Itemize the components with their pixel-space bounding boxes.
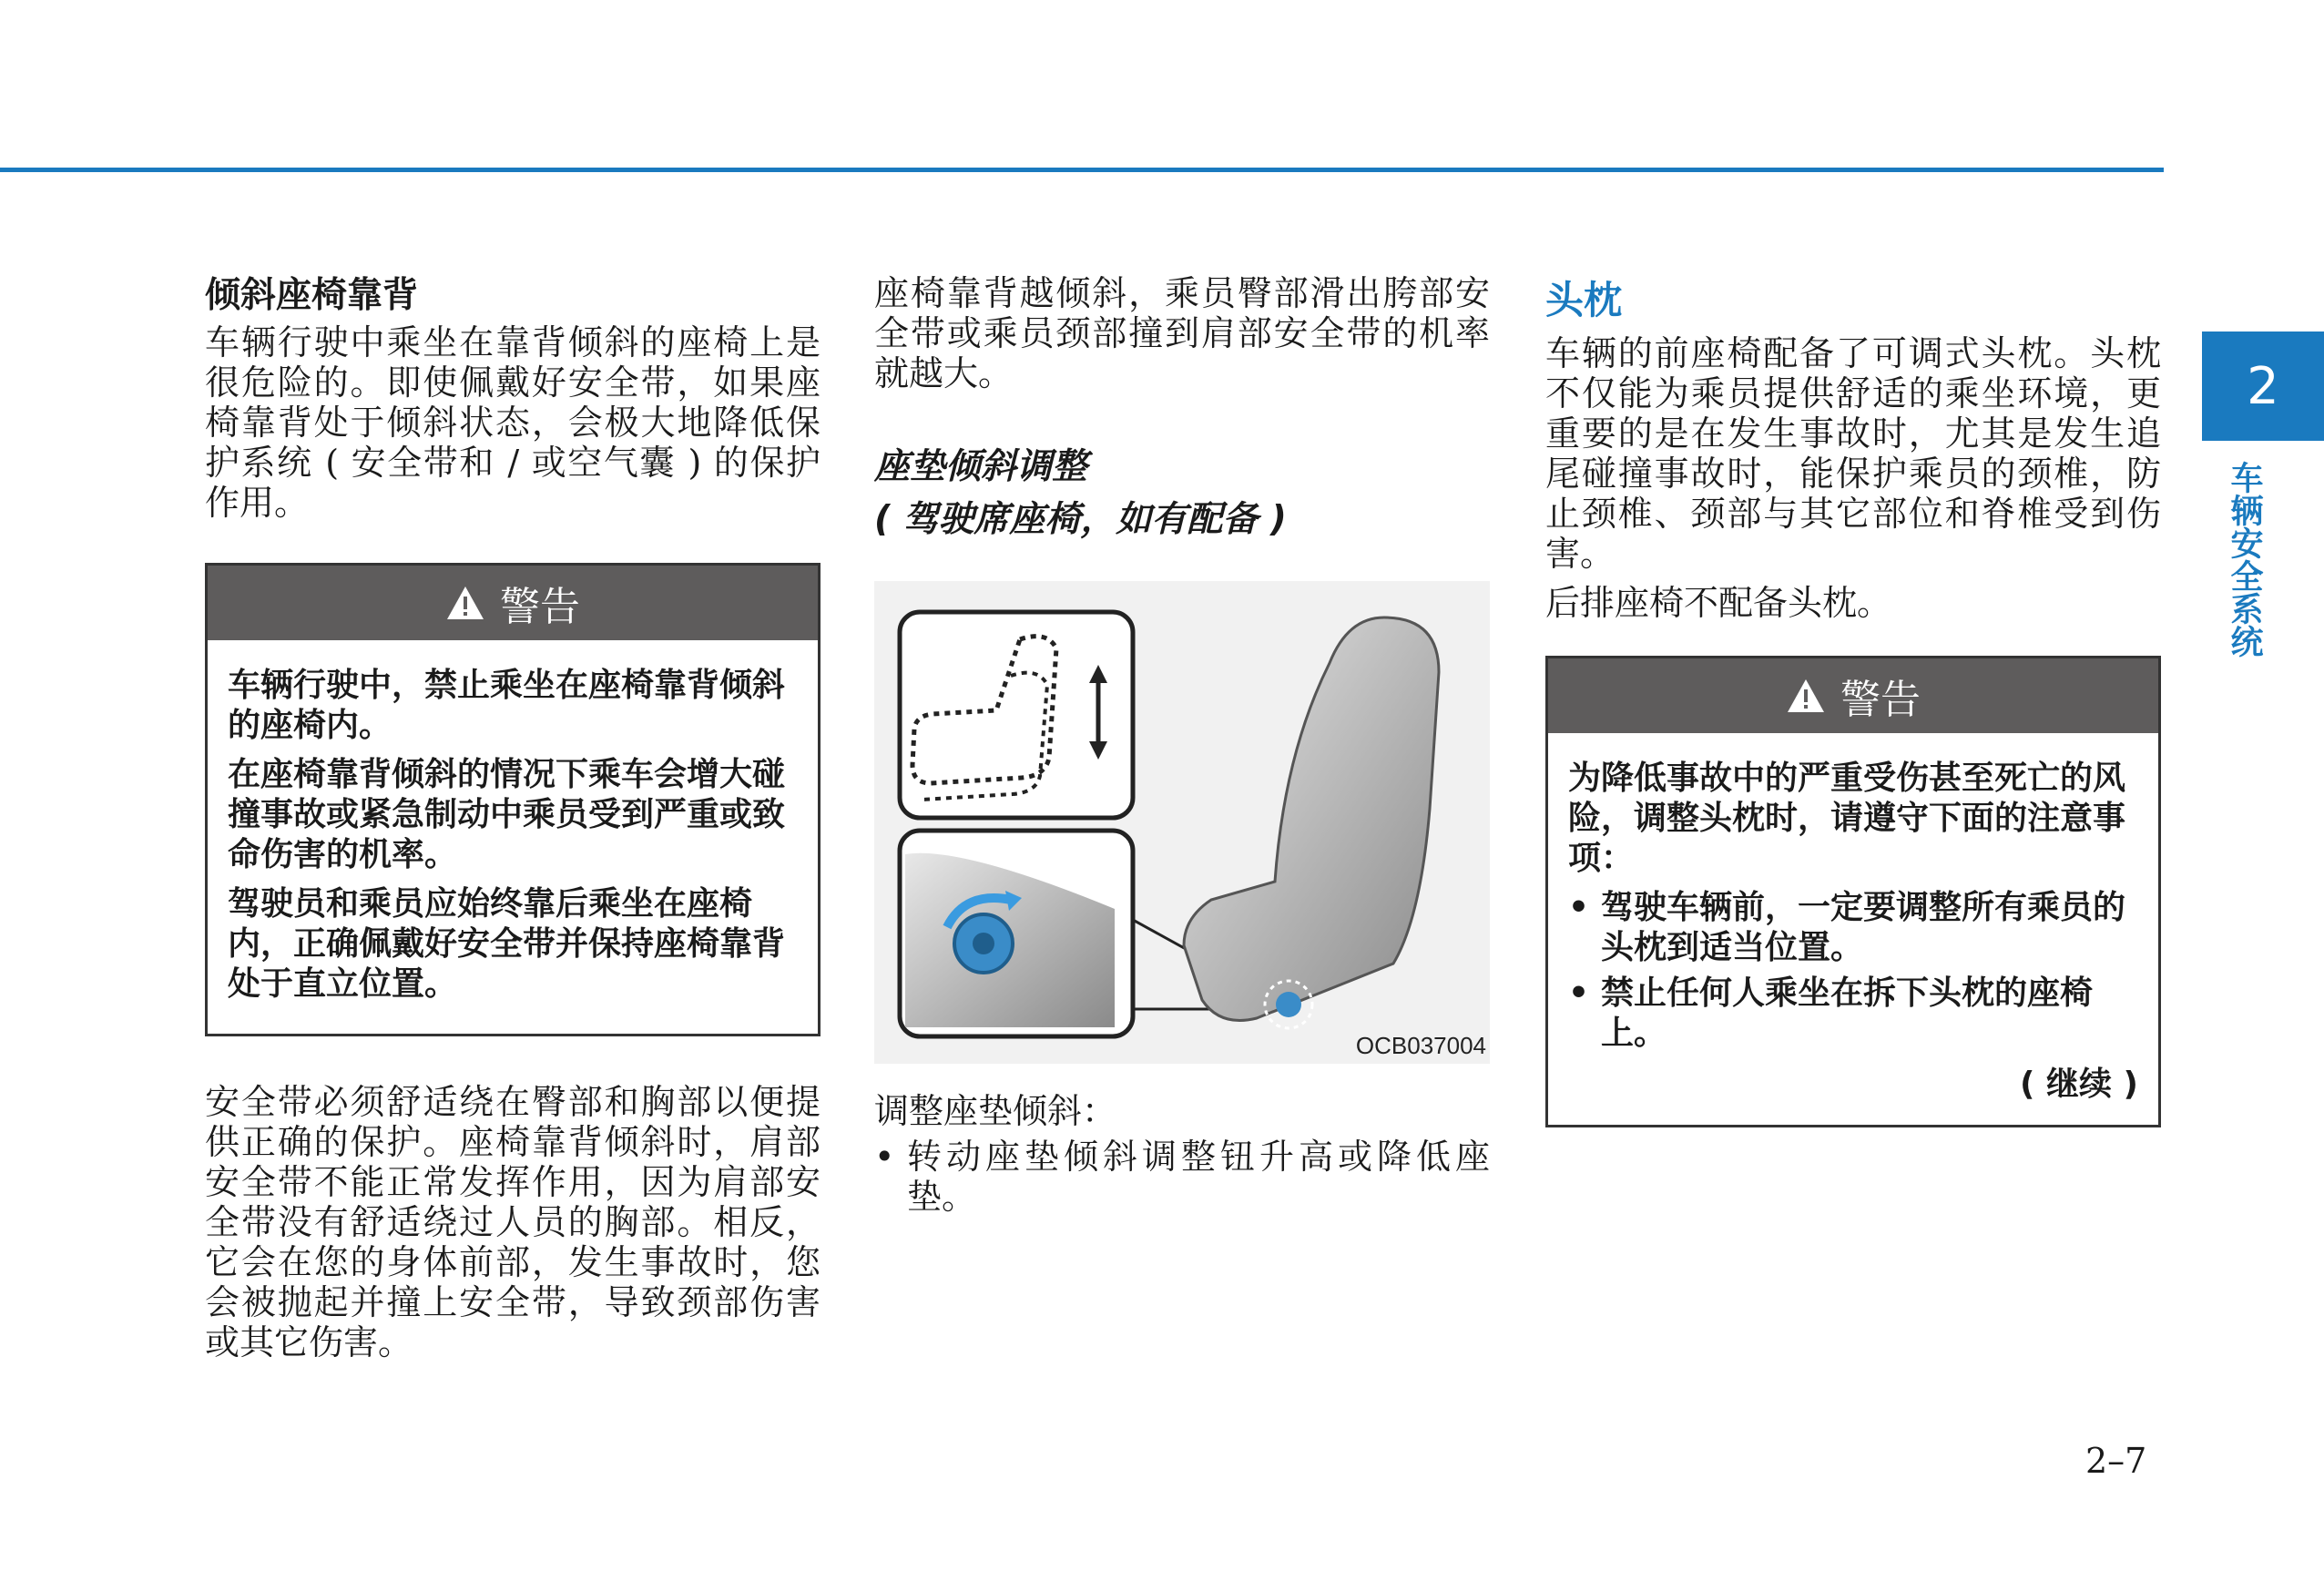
bullet-text: 转动座垫倾斜调整钮升高或降低座垫。 bbox=[907, 1137, 1490, 1217]
header-rule bbox=[0, 168, 2164, 172]
warning-title: 警告 bbox=[500, 584, 580, 630]
cushion-tilt-subheading: ( 驾驶席座椅，如有配备 ) bbox=[874, 499, 1287, 540]
list-item bbox=[1568, 974, 2138, 1054]
section-heading-headrest: 头枕 bbox=[1545, 278, 1623, 322]
recline-intro: 车辆行驶中乘坐在靠背倾斜的座椅上是很危险的。即使佩戴好安全带，如果座椅靠背处于倾斜状态，会极大地降低保护系统 ( 安全带和 / 或空气囊 ) 的保护作用。 bbox=[205, 322, 821, 523]
cushion-tilt-heading: 座垫倾斜调整 bbox=[874, 446, 1088, 487]
bullet-text: 禁止任何人乘坐在拆下头枕的座椅上。 bbox=[1601, 974, 2094, 1052]
bullet-mark: • bbox=[1568, 889, 1590, 926]
warning-paragraph: 在座椅靠背倾斜的情况下乘车会增大碰撞事故或紧急制动中乘员受到严重或致命伤害的机率。 bbox=[228, 756, 786, 873]
figure-code: OCB037004 bbox=[1355, 1032, 1486, 1059]
continued-label: ( 继续 ) bbox=[2020, 1066, 2138, 1103]
recline-outro: 安全带必须舒适绕在臀部和胸部以便提供正确的保护。座椅靠背倾斜时，肩部安全带不能正常发挥作用，因为肩部安全带没有舒适绕过人员的胸部。相反，它会在您的身体前部，发生事故时，您会被抛起并撞上安全带，导致颈部伤害或其它伤害。 bbox=[205, 1082, 821, 1362]
section-heading-recline: 倾斜座椅靠背 bbox=[205, 275, 419, 316]
chapter-title: 车辆安全系统 bbox=[2226, 461, 2263, 658]
list-item bbox=[1568, 888, 2138, 968]
recline-continued: 座椅靠背越倾斜，乘员臀部滑出胯部安全带或乘员颈部撞到肩部安全带的机率就越大。 bbox=[874, 273, 1490, 393]
column-right bbox=[1545, 273, 2161, 1127]
warning-box-recline bbox=[205, 563, 821, 1036]
warning-body bbox=[208, 640, 818, 1034]
warning-box-headrest bbox=[1545, 656, 2161, 1127]
bullet-mark: • bbox=[874, 1137, 895, 1177]
seat-diagram-icon bbox=[874, 581, 1490, 1064]
list-item bbox=[874, 1137, 1490, 1217]
warning-paragraph: 车辆行驶中，禁止乘坐在座椅靠背倾斜的座椅内。 bbox=[228, 667, 786, 744]
warning-header bbox=[1548, 658, 2158, 733]
page-number: 2–7 bbox=[2085, 1441, 2147, 1481]
column-middle bbox=[874, 273, 1490, 1217]
warning-body bbox=[1548, 733, 2158, 1125]
warning-triangle-icon bbox=[445, 585, 485, 621]
chapter-tab[interactable] bbox=[2202, 332, 2324, 441]
warning-title: 警告 bbox=[1840, 677, 1921, 723]
warning-header bbox=[208, 566, 818, 640]
warning-paragraph: 为降低事故中的严重受伤甚至死亡的风险，调整头枕时，请遵守下面的注意事项： bbox=[1568, 760, 2126, 877]
seat-illustration bbox=[874, 581, 1490, 1064]
warning-triangle-icon bbox=[1786, 678, 1826, 714]
headrest-intro: 车辆的前座椅配备了可调式头枕。头枕不仅能为乘员提供舒适的乘坐环境，更重要的是在发生事故时，尤其是发生追尾碰撞事故时，能保护乘员的颈椎，防止颈椎、颈部与其它部位和脊椎受到伤害。 bbox=[1545, 333, 2161, 574]
bullet-mark: • bbox=[1568, 974, 1590, 1012]
warning-paragraph: 驾驶员和乘员应始终靠后乘坐在座椅内，正确佩戴好安全带并保持座椅靠背处于直立位置。 bbox=[228, 885, 786, 1003]
column-left bbox=[205, 273, 821, 1362]
bullet-text: 驾驶车辆前，一定要调整所有乘员的头枕到适当位置。 bbox=[1601, 889, 2126, 966]
figure-caption: 调整座垫倾斜： bbox=[874, 1091, 1117, 1131]
headrest-rear-note: 后排座椅不配备头枕。 bbox=[1545, 583, 1892, 623]
chapter-number: 2 bbox=[2247, 356, 2279, 416]
